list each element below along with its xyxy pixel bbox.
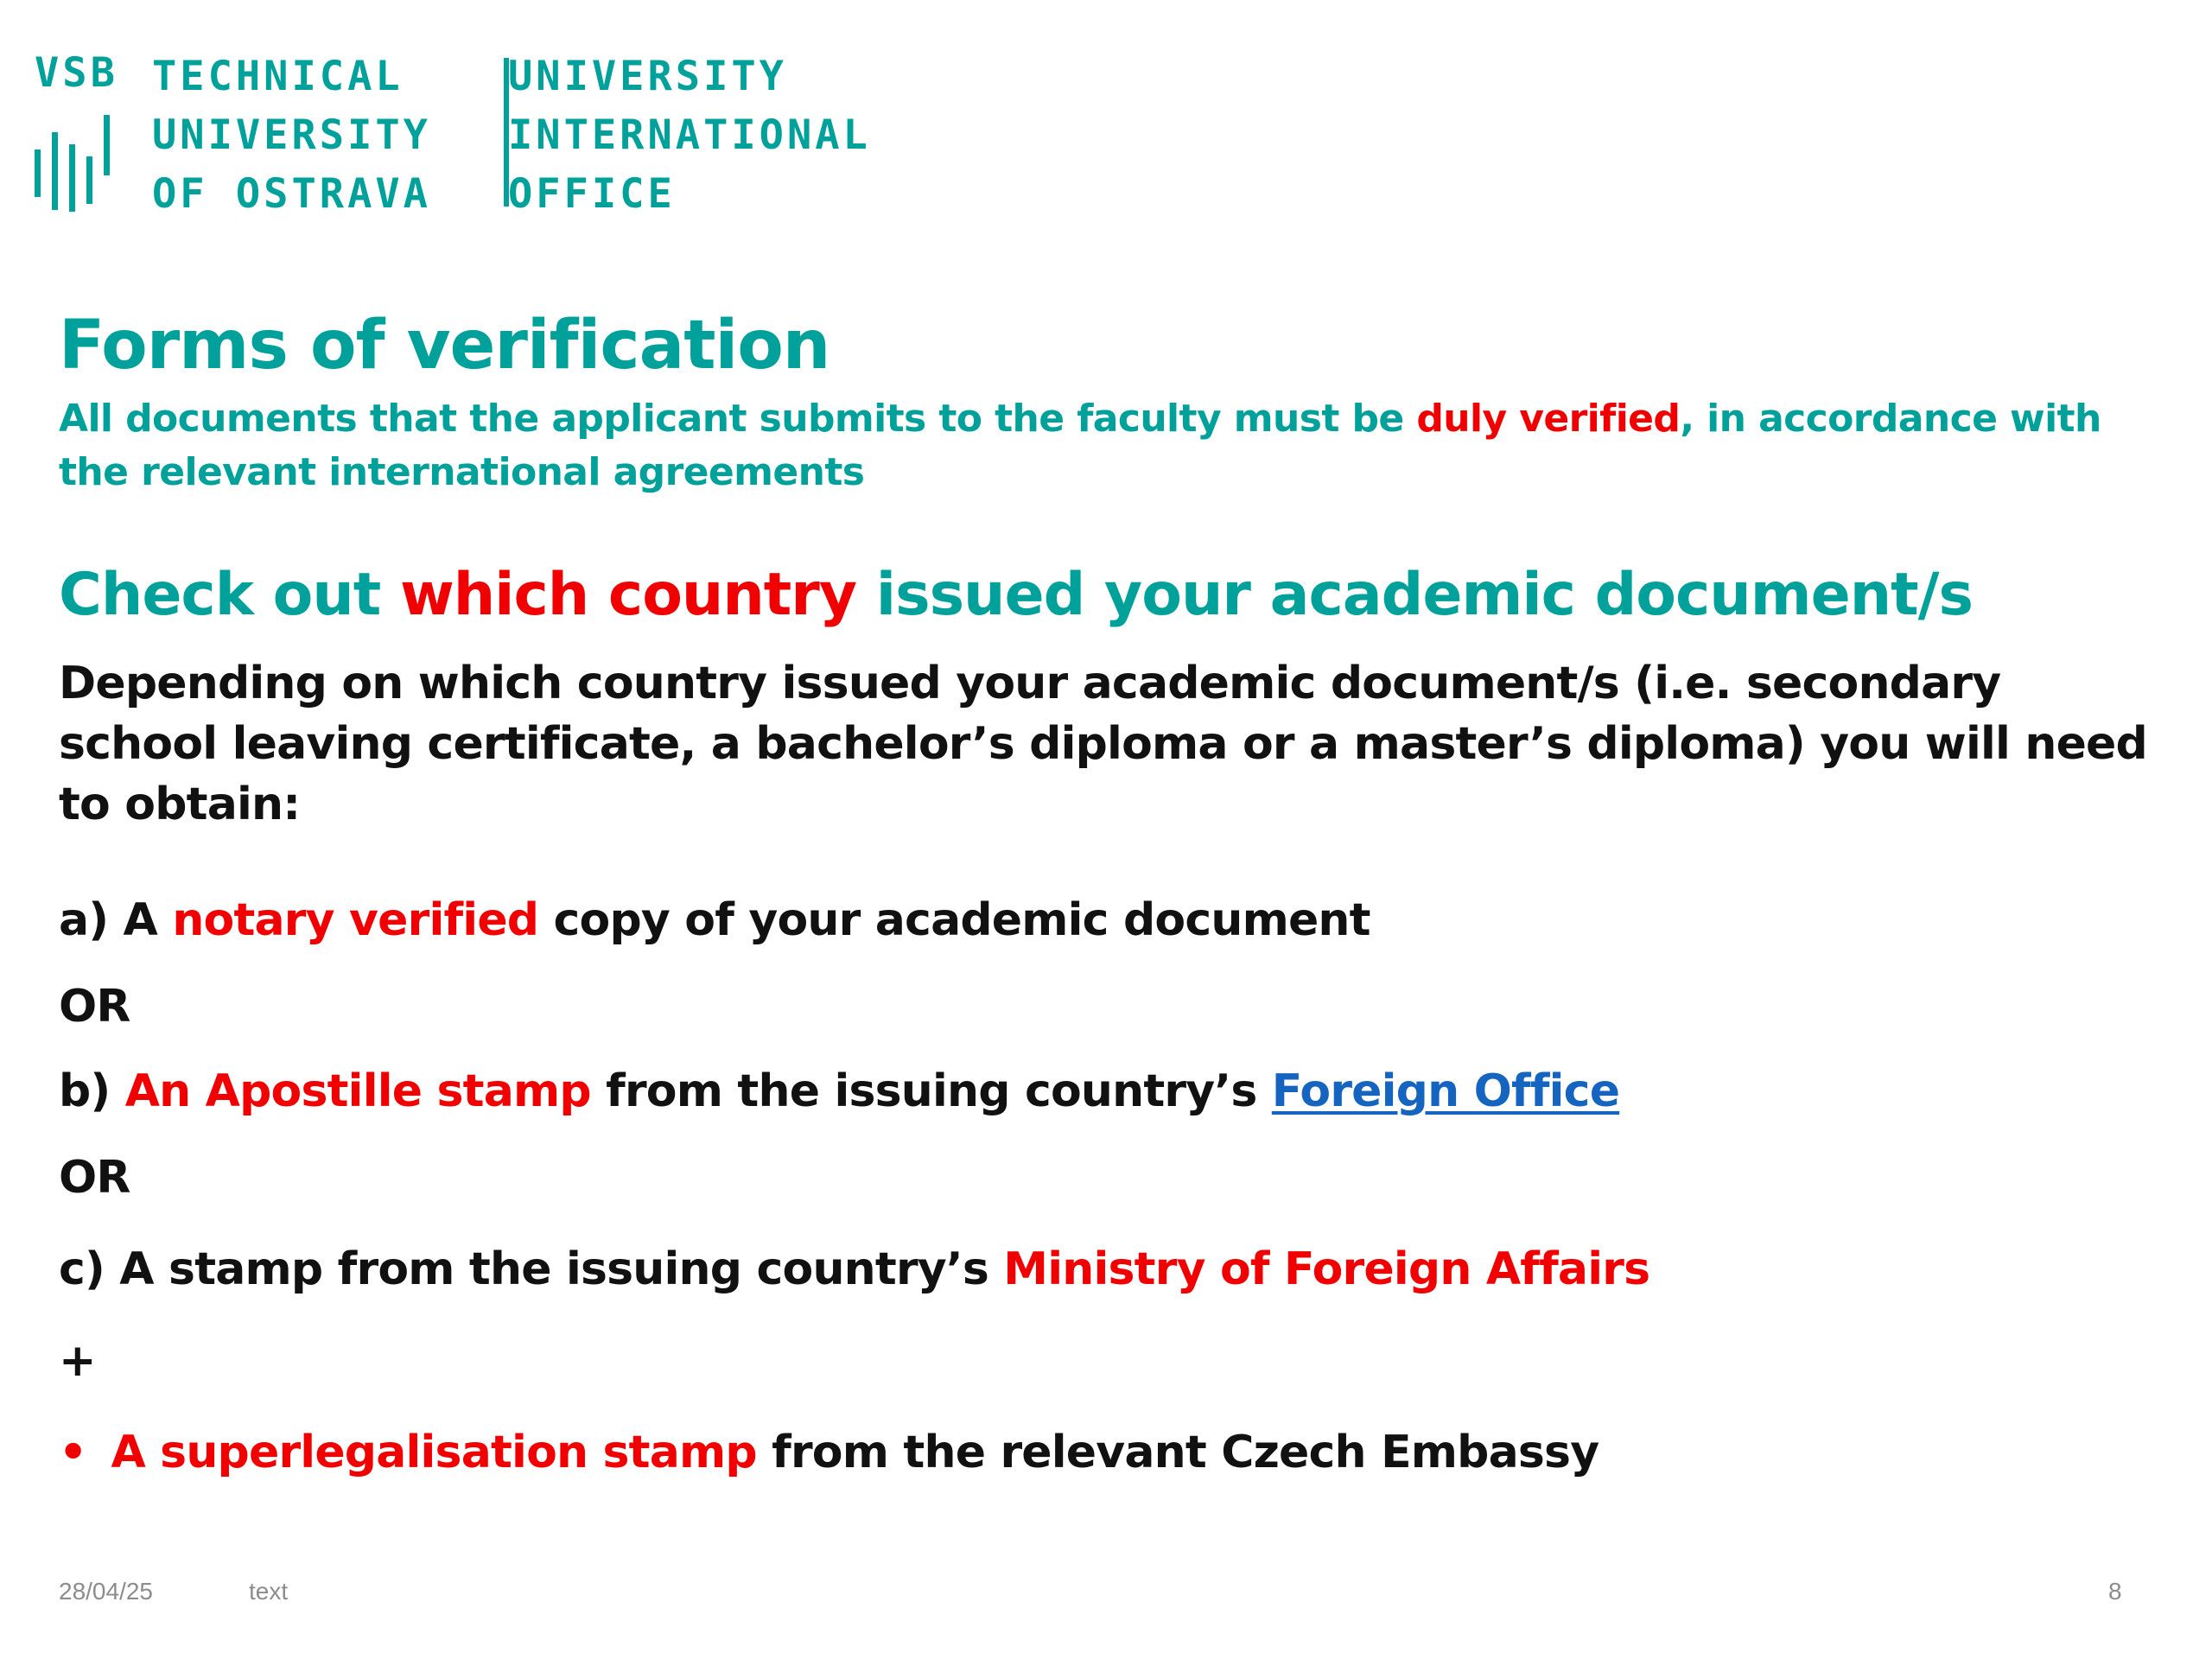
- option-highlight: A superlegalisation stamp: [111, 1427, 757, 1478]
- option-text: a) A: [59, 894, 173, 946]
- slide-title: Forms of verification: [59, 307, 830, 385]
- option-text: from the relevant Czech Embassy: [756, 1427, 1599, 1478]
- option-text: c) A stamp from the issuing country’s: [59, 1243, 1004, 1295]
- logo-line: OF OSTRAVA: [152, 170, 431, 218]
- footer-text: text: [249, 1578, 289, 1605]
- option-highlight: An Apostille stamp: [124, 1065, 591, 1117]
- page-number: 8: [2108, 1578, 2122, 1605]
- foreign-office-link[interactable]: Foreign Office: [1271, 1065, 1620, 1117]
- option-c: [59, 1239, 1649, 1300]
- option-highlight: notary verified: [172, 894, 539, 946]
- logo-vsb: VSB: [35, 49, 118, 97]
- or-separator: OR: [59, 1152, 130, 1204]
- option-text: copy of your academic document: [538, 894, 1370, 946]
- logo-line: TECHNICAL: [152, 53, 404, 100]
- slide-subtitle: [59, 392, 2167, 499]
- logo-line: INTERNATIONAL: [508, 111, 871, 159]
- bullet-dot-icon: •: [59, 1427, 87, 1478]
- option-text: b): [59, 1065, 125, 1117]
- heading-highlight: which country: [399, 561, 857, 629]
- logo-line: OFFICE: [508, 170, 676, 218]
- section-heading: [59, 556, 2167, 634]
- plus-sign: +: [59, 1335, 96, 1387]
- logo-university-name: [152, 48, 431, 224]
- logo-line: UNIVERSITY: [152, 111, 431, 159]
- university-logo: [35, 48, 916, 218]
- heading-text: Check out: [59, 561, 400, 629]
- logo-line: UNIVERSITY: [508, 53, 787, 100]
- subtitle-text: All documents that the applicant submits to the faculty must be: [59, 397, 1417, 441]
- footer-date: 28/04/25: [59, 1578, 153, 1605]
- option-text: from the issuing country’s: [590, 1065, 1272, 1117]
- option-a: [59, 890, 1370, 950]
- logo-office-name: [508, 48, 871, 224]
- intro-paragraph: Depending on which country issued your academic document/s (i.e. secondary school leaving certificate, a bachelor’s diploma or a master’s diploma) you will need to obtain:: [59, 658, 2147, 830]
- heading-text: issued your academic document/s: [856, 561, 1973, 629]
- subtitle-highlight: duly verified: [1416, 397, 1681, 441]
- option-b: [59, 1061, 1619, 1122]
- option-highlight: Ministry of Foreign Affairs: [1003, 1243, 1650, 1295]
- or-separator: OR: [59, 981, 130, 1033]
- slide-content: [59, 302, 2167, 835]
- subtitle-text: , in accordance with the relevant international agreements: [59, 397, 2101, 494]
- bullet-item: [59, 1422, 1599, 1483]
- logo-bars-icon: [35, 115, 121, 212]
